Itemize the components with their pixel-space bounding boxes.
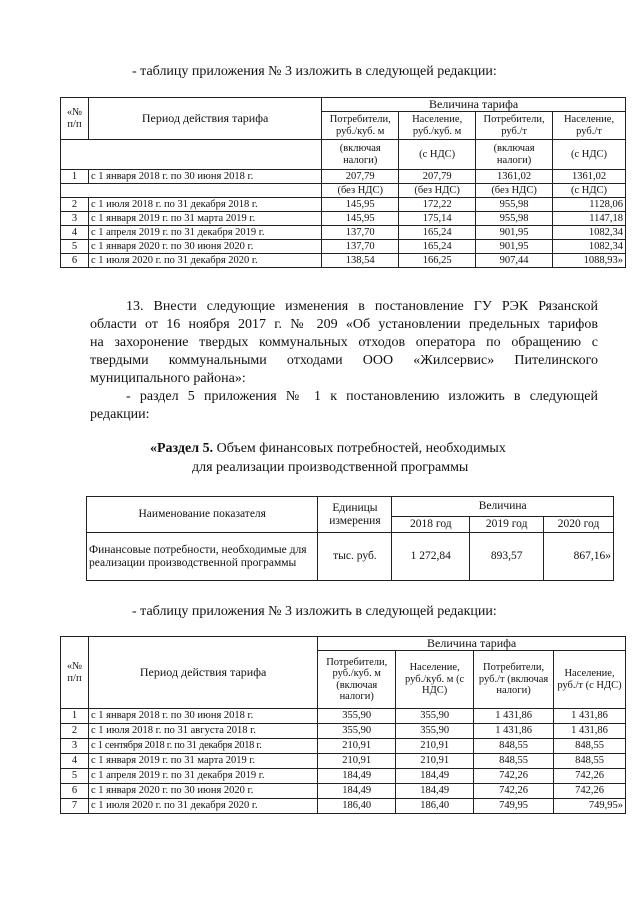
row-period: с 1 июля 2020 г. по 31 декабря 2020 г. [88, 799, 317, 814]
row-period: с 1 января 2019 г. по 31 марта 2019 г. [88, 212, 321, 226]
para-line: области от 16 ноября 2017 г. № 209 «Об установлении предельных тарифов [90, 317, 598, 332]
section-title-bold: «Раздел 5. [150, 441, 214, 456]
cell-value: 145,95 [322, 212, 399, 226]
row-period: с 1 января 2018 г. по 30 июня 2018 г. [88, 709, 317, 724]
cell-value: 1128,06 [553, 198, 626, 212]
section-title [150, 441, 506, 457]
cell-value: 1 272,84 [392, 533, 470, 581]
cell-value: 742,26 [554, 784, 626, 799]
cell-value: 749,95» [554, 799, 626, 814]
cell-value: 955,98 [476, 198, 553, 212]
row-period: с 1 июля 2018 г. по 31 августа 2018 г. [88, 724, 317, 739]
sub-header: Население, руб./куб. м [399, 112, 476, 140]
row-num: 4 [61, 226, 89, 240]
row-num: 3 [61, 739, 89, 754]
cell-value: 742,26 [474, 784, 554, 799]
paragraph-13 [90, 298, 598, 424]
cell-value: 165,24 [399, 226, 476, 240]
table-row [61, 198, 626, 212]
tariff-table-1 [60, 97, 626, 268]
row-period: с 1 апреля 2019 г. по 31 декабря 2019 г. [88, 226, 321, 240]
row-num: 1 [61, 170, 89, 184]
cell-value: 848,55 [554, 739, 626, 754]
tax-note: (включая налоги) [322, 140, 399, 170]
sub-header: Население, руб./т [553, 112, 626, 140]
cell-value: 165,24 [399, 240, 476, 254]
cell-value: 355,90 [396, 724, 474, 739]
sub-header: Население, руб./куб. м (с НДС) [396, 651, 474, 709]
row-num: 7 [61, 799, 89, 814]
cell-value: 893,57 [470, 533, 544, 581]
col-num-header: «№ п/п [61, 637, 89, 709]
table-row [87, 533, 614, 581]
sub-header: Потребители, руб./куб. м [322, 112, 399, 140]
table-row [61, 724, 626, 739]
cell-value: 907,44 [476, 254, 553, 268]
row-period: с 1 января 2020 г. по 30 июня 2020 г. [88, 784, 317, 799]
tax-note: (без НДС) [399, 184, 476, 198]
table-row [61, 212, 626, 226]
sub-header: Потребители, руб./куб. м (включая налоги) [318, 651, 396, 709]
year-header: 2020 год [544, 517, 614, 533]
cell-value: 145,95 [322, 198, 399, 212]
cell-value: 848,55 [554, 754, 626, 769]
tax-note: (с НДС) [553, 140, 626, 170]
row-period: с 1 января 2018 г. по 30 июня 2018 г. [88, 170, 321, 184]
cell-value: 166,25 [399, 254, 476, 268]
cell-value: 186,40 [318, 799, 396, 814]
cell-value: 901,95 [476, 240, 553, 254]
cell-value: 1088,93» [553, 254, 626, 268]
cell-value: 1361,02 [476, 170, 553, 184]
cell-value: 184,49 [396, 784, 474, 799]
tariff-group-header: Величина тарифа [318, 637, 626, 651]
cell-value: 1361,02 [553, 170, 626, 184]
row-num: 6 [61, 254, 89, 268]
col-name-header: Наименование показателя [87, 497, 318, 533]
col-period-header: Период действия тарифа [88, 637, 317, 709]
row-unit: тыс. руб. [318, 533, 392, 581]
row-num: 2 [61, 724, 89, 739]
cell-value: 186,40 [396, 799, 474, 814]
row-num: 5 [61, 240, 89, 254]
cell-value: 137,70 [322, 226, 399, 240]
table-row [61, 254, 626, 268]
para-line: твердыми коммунальными отходами ООО «Жилсервис» Пителинского [90, 353, 598, 368]
cell-value: 955,98 [476, 212, 553, 226]
para-line: - раздел 5 приложения № 1 к постановлению изложить в следующей [126, 389, 598, 404]
table-row [61, 226, 626, 240]
cell-value: 848,55 [474, 739, 554, 754]
cell-value: 355,90 [318, 709, 396, 724]
cell-value: 1 431,86 [554, 724, 626, 739]
row-period: с 1 сентября 2018 г. по 31 декабря 2018 г. [88, 739, 317, 754]
cell-value: 184,49 [318, 769, 396, 784]
row-period: с 1 января 2020 г. по 30 июня 2020 г. [88, 240, 321, 254]
cell-value: 184,49 [318, 784, 396, 799]
cell-value: 867,16» [544, 533, 614, 581]
col-num-header: «№ п/п [61, 98, 89, 140]
tax-note: (с НДС) [399, 140, 476, 170]
cell-value: 749,95 [474, 799, 554, 814]
finance-table [86, 496, 614, 581]
cell-value: 210,91 [396, 739, 474, 754]
cell-value: 1082,34 [553, 240, 626, 254]
year-header: 2018 год [392, 517, 470, 533]
cell-value: 901,95 [476, 226, 553, 240]
table-row [61, 784, 626, 799]
row-num: 4 [61, 754, 89, 769]
cell-value: 184,49 [396, 769, 474, 784]
para-line: редакции: [90, 407, 150, 422]
row-period: с 1 апреля 2019 г. по 31 декабря 2019 г. [88, 769, 317, 784]
table-row [61, 799, 626, 814]
para-line: муниципального района»: [90, 371, 246, 386]
table-row [61, 739, 626, 754]
col-period-header: Период действия тарифа [88, 98, 321, 140]
tax-note: (включая налоги) [476, 140, 553, 170]
tax-note: (без НДС) [476, 184, 553, 198]
cell-value: 210,91 [318, 754, 396, 769]
section-title-rest: Объем финансовых потребностей, необходимых [213, 441, 506, 456]
table-row [61, 709, 626, 724]
cell-value: 138,54 [322, 254, 399, 268]
cell-value: 742,26 [474, 769, 554, 784]
intro-text-1: - таблицу приложения № 3 изложить в следующей редакции: [132, 64, 497, 79]
cell-value: 172,22 [399, 198, 476, 212]
cell-value: 1147,18 [553, 212, 626, 226]
sub-header: Население, руб./т (с НДС) [554, 651, 626, 709]
sub-header: Потребители, руб./т (включая налоги) [474, 651, 554, 709]
row-num: 6 [61, 784, 89, 799]
cell-value: 207,79 [399, 170, 476, 184]
section-title-line2: для реализации производственной программы [192, 460, 469, 475]
row-num: 1 [61, 709, 89, 724]
year-header: 2019 год [470, 517, 544, 533]
cell-value: 848,55 [474, 754, 554, 769]
row-num: 5 [61, 769, 89, 784]
cell-value: 1 431,86 [474, 709, 554, 724]
table-row [61, 769, 626, 784]
table-row [61, 170, 626, 184]
row-period: с 1 июля 2020 г. по 31 декабря 2020 г. [88, 254, 321, 268]
cell-value: 210,91 [318, 739, 396, 754]
sub-header: Потребители, руб./т [476, 112, 553, 140]
cell-value: 175,14 [399, 212, 476, 226]
table-row [61, 754, 626, 769]
row-period: с 1 января 2019 г. по 31 марта 2019 г. [88, 754, 317, 769]
tax-note: (без НДС) [322, 184, 399, 198]
table-row [61, 240, 626, 254]
row-period: с 1 июля 2018 г. по 31 декабря 2018 г. [88, 198, 321, 212]
cell-value: 742,26 [554, 769, 626, 784]
cell-value: 1 431,86 [474, 724, 554, 739]
tax-note: (с НДС) [553, 184, 626, 198]
cell-value: 355,90 [318, 724, 396, 739]
cell-value: 210,91 [396, 754, 474, 769]
tariff-group-header: Величина тарифа [322, 98, 626, 112]
para-line: на захоронение твердых коммунальных отходов оператора по обращению с [90, 335, 598, 350]
value-group-header: Величина [392, 497, 614, 517]
cell-value: 355,90 [396, 709, 474, 724]
row-name: Финансовые потребности, необходимые для реализации производственной программы [87, 533, 318, 581]
cell-value: 137,70 [322, 240, 399, 254]
row-num: 2 [61, 198, 89, 212]
tariff-table-2 [60, 636, 626, 814]
row-num: 3 [61, 212, 89, 226]
col-unit-header: Единицы измерения [318, 497, 392, 533]
para-line: 13. Внести следующие изменения в постановление ГУ РЭК Рязанской [126, 299, 598, 314]
cell-value: 1082,34 [553, 226, 626, 240]
cell-value: 207,79 [322, 170, 399, 184]
cell-value: 1 431,86 [554, 709, 626, 724]
intro-text-2: - таблицу приложения № 3 изложить в следующей редакции: [132, 604, 497, 619]
